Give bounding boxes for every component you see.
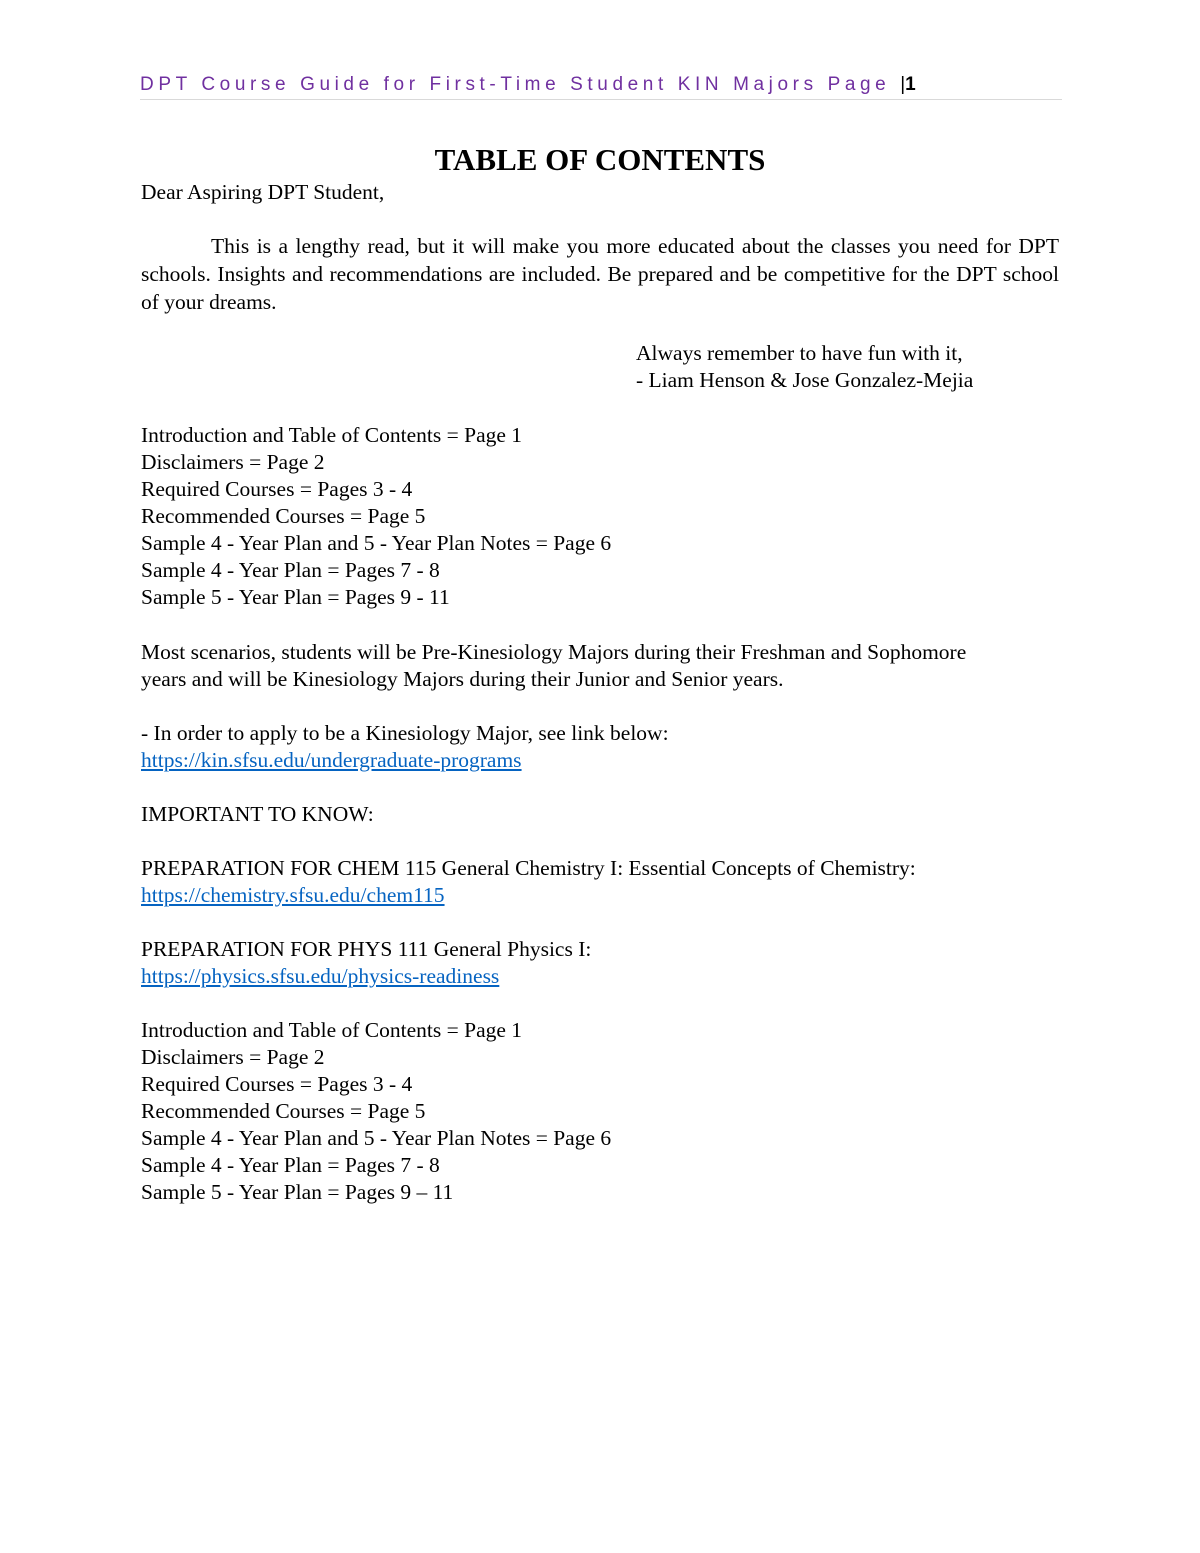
header-title: DPT Course Guide for First-Time Student KIN Majors Page [140,74,891,95]
chem115-link[interactable]: https://chemistry.sfsu.edu/chem115 [141,883,445,907]
header-page-number: 1 [905,74,916,95]
closing-line: Always remember to have fun with it, [636,341,963,365]
toc-item: Recommended Courses = Page 5 [141,1099,426,1123]
toc-item: Introduction and Table of Contents = Page 1 [141,1018,523,1042]
header-divider [140,99,1062,100]
chem-prep-text: PREPARATION FOR CHEM 115 General Chemistry I: Essential Concepts of Chemistry: [141,856,916,880]
phys-prep-text: PREPARATION FOR PHYS 111 General Physics I: [141,937,592,961]
toc-item: Sample 4 - Year Plan = Pages 7 - 8 [141,1153,440,1177]
toc-list-second [141,1017,611,1206]
toc-list-first [141,422,611,611]
toc-item: Required Courses = Pages 3 - 4 [141,1072,413,1096]
apply-text: - In order to apply to be a Kinesiology Major, see link below: [141,721,669,745]
toc-item: Sample 4 - Year Plan = Pages 7 - 8 [141,558,440,582]
salutation: Dear Aspiring DPT Student, [141,180,385,204]
toc-item: Disclaimers = Page 2 [141,1045,325,1069]
toc-item: Disclaimers = Page 2 [141,450,325,474]
page-title: TABLE OF CONTENTS [434,142,766,177]
toc-item: Sample 5 - Year Plan = Pages 9 – 11 [141,1180,454,1204]
toc-item: Introduction and Table of Contents = Page 1 [141,423,523,447]
closing-signature: - Liam Henson & Jose Gonzalez-Mejia [636,368,974,392]
toc-item: Sample 5 - Year Plan = Pages 9 - 11 [141,585,450,609]
important-heading: IMPORTANT TO KNOW: [141,802,374,826]
physics-readiness-link[interactable]: https://physics.sfsu.edu/physics-readiness [141,964,500,988]
toc-item: Required Courses = Pages 3 - 4 [141,477,413,501]
kin-programs-link[interactable]: https://kin.sfsu.edu/undergraduate-programs [141,748,522,772]
toc-item: Sample 4 - Year Plan and 5 - Year Plan Notes = Page 6 [141,531,612,555]
toc-item: Recommended Courses = Page 5 [141,504,426,528]
toc-item: Sample 4 - Year Plan and 5 - Year Plan Notes = Page 6 [141,1126,612,1150]
header-separator: | [900,74,906,95]
intro-paragraph: This is a lengthy read, but it will make you more educated about the classes you need for DPT schools. Insights and recommendations are included. Be prepared and be competitive for the DPT school of your dreams. [141,234,1059,314]
page-header [140,74,1060,102]
scenario-line-2: years and will be Kinesiology Majors during their Junior and Senior years. [141,667,784,691]
scenario-line-1: Most scenarios, students will be Pre-Kinesiology Majors during their Freshman and Sophomore [141,640,967,664]
